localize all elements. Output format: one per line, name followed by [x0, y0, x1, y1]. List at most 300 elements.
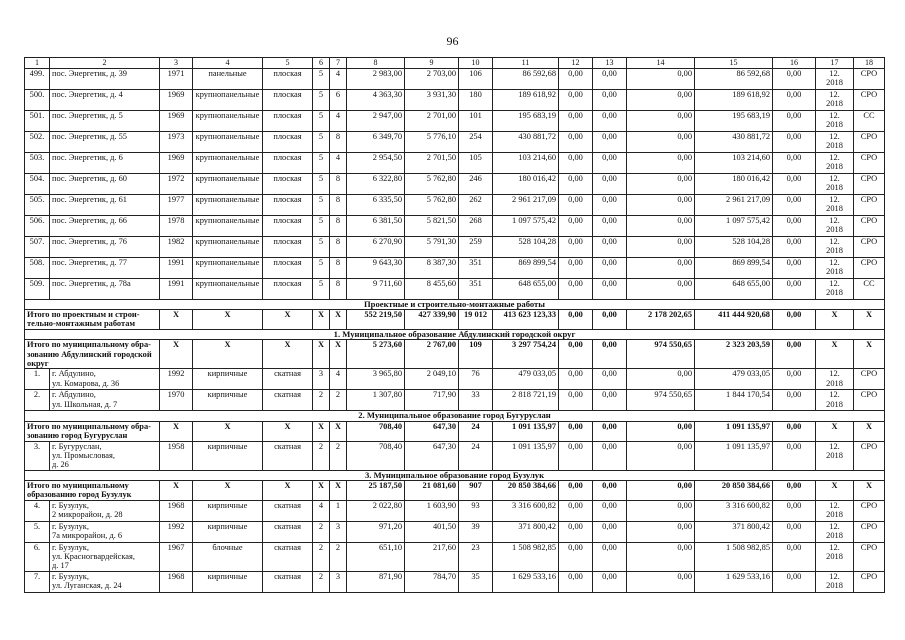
building-address-line: д. 17: [52, 561, 69, 571]
subtotal-c4: X: [193, 340, 263, 369]
fund-c16: 0,00: [773, 521, 816, 542]
residents-count: 105: [459, 153, 493, 174]
local-budget: 0,00: [627, 153, 695, 174]
total-area: 2 947,00: [347, 111, 405, 132]
subtotal-c12: 0,00: [559, 421, 593, 441]
fund-method: СРО: [854, 542, 885, 571]
completion-date: [816, 521, 854, 542]
housing-register-table: [24, 57, 885, 593]
wall-material: панельные: [193, 69, 263, 90]
column-number-4: 4: [193, 58, 263, 69]
subtotal-c16: 0,00: [773, 310, 816, 330]
roof-type: скатная: [263, 571, 313, 592]
fund-c16: 0,00: [773, 258, 816, 279]
total-cost: 1 508 982,85: [493, 542, 559, 571]
local-budget: 0,00: [627, 500, 695, 521]
fund-c13: 0,00: [593, 174, 627, 195]
entrances-count: 4: [330, 369, 347, 390]
living-area: 717,90: [405, 390, 459, 411]
entrances-count: 4: [330, 111, 347, 132]
wall-material: кирпичные: [193, 441, 263, 470]
fund-c12: 0,00: [559, 571, 593, 592]
entrances-count: 6: [330, 90, 347, 111]
floors-count: 2: [313, 390, 330, 411]
subtotal-row: [25, 480, 885, 500]
total-cost: 3 316 600,82: [493, 500, 559, 521]
subtotal-label: [25, 421, 160, 441]
build-year: 1978: [160, 216, 193, 237]
column-number-12: 12: [559, 58, 593, 69]
column-number-9: 9: [405, 58, 459, 69]
floors-count: 5: [313, 69, 330, 90]
subtotal-c5: X: [263, 310, 313, 330]
column-number-header-row: [25, 58, 885, 69]
building-address: [50, 195, 160, 216]
entrances-count: 8: [330, 237, 347, 258]
living-area: 8 455,60: [405, 279, 459, 300]
building-address-line: ул. Промысловая,: [52, 450, 115, 460]
residents-count: 76: [459, 369, 493, 390]
living-area: 784,70: [405, 571, 459, 592]
column-number-6: 6: [313, 58, 330, 69]
row-number: 506.: [25, 216, 50, 237]
owners-funds: 479 033,05: [695, 369, 773, 390]
building-address: [50, 441, 160, 470]
total-cost: 648 655,00: [493, 279, 559, 300]
roof-type: плоская: [263, 216, 313, 237]
subtotal-living-area: 647,30: [405, 421, 459, 441]
subtotal-c6: X: [313, 421, 330, 441]
roof-type: плоская: [263, 195, 313, 216]
subtotal-c17: X: [816, 480, 854, 500]
fund-c13: 0,00: [593, 216, 627, 237]
building-row: [25, 258, 885, 279]
total-area: 651,10: [347, 542, 405, 571]
building-address: [50, 111, 160, 132]
floors-count: 2: [313, 542, 330, 571]
subtotal-label-line: зованию город Бугуруслан: [27, 430, 128, 440]
row-number: 499.: [25, 69, 50, 90]
total-cost: 1 097 575,42: [493, 216, 559, 237]
living-area: 2 703,00: [405, 69, 459, 90]
subtotal-living-area: 427 339,90: [405, 310, 459, 330]
subtotal-label-line: тельно-монтажным работам: [27, 319, 136, 329]
wall-material: кирпичные: [193, 500, 263, 521]
fund-c13: 0,00: [593, 195, 627, 216]
wall-material: кирпичные: [193, 390, 263, 411]
build-year: 1969: [160, 90, 193, 111]
residents-count: 39: [459, 521, 493, 542]
build-year: 1968: [160, 500, 193, 521]
subtotal-c6: X: [313, 310, 330, 330]
completion-date-line: 2018: [826, 78, 843, 88]
residents-count: 254: [459, 132, 493, 153]
build-year: 1970: [160, 390, 193, 411]
residents-count: 101: [459, 111, 493, 132]
building-address-line: ул. Луганская, д. 24: [52, 581, 122, 591]
fund-c13: 0,00: [593, 132, 627, 153]
building-row: [25, 390, 885, 411]
completion-date: [816, 69, 854, 90]
build-year: 1991: [160, 258, 193, 279]
section-heading: 2. Муниципальное образование город Бугуруслан: [25, 411, 885, 421]
building-address-line: ул. Комарова, д. 36: [52, 378, 120, 388]
completion-date-line: 12.: [829, 237, 840, 246]
local-budget: 0,00: [627, 132, 695, 153]
living-area: 1 603,90: [405, 500, 459, 521]
building-address: [50, 216, 160, 237]
fund-c16: 0,00: [773, 153, 816, 174]
building-row: [25, 279, 885, 300]
fund-c12: 0,00: [559, 542, 593, 571]
subtotal-label: [25, 310, 160, 330]
build-year: 1967: [160, 542, 193, 571]
subtotal-c7: X: [330, 421, 347, 441]
building-address-line: пос. Энергетик, д. 60: [52, 174, 127, 183]
completion-date-line: 12.: [829, 69, 840, 78]
total-area: 6 349,70: [347, 132, 405, 153]
residents-count: 262: [459, 195, 493, 216]
completion-date-line: 12.: [829, 500, 840, 510]
entrances-count: 2: [330, 542, 347, 571]
building-address-line: пос. Энергетик, д. 55: [52, 132, 127, 141]
completion-date-line: 2018: [826, 267, 843, 277]
completion-date-line: 2018: [826, 531, 843, 541]
fund-c12: 0,00: [559, 90, 593, 111]
total-area: 708,40: [347, 441, 405, 470]
fund-method: СРО: [854, 90, 885, 111]
fund-c12: 0,00: [559, 237, 593, 258]
subtotal-row: [25, 310, 885, 330]
subtotal-residents: 19 012: [459, 310, 493, 330]
total-area: 6 270,90: [347, 237, 405, 258]
subtotal-c18: X: [854, 480, 885, 500]
subtotal-residents: 109: [459, 340, 493, 369]
local-budget: 0,00: [627, 216, 695, 237]
living-area: 401,50: [405, 521, 459, 542]
fund-c13: 0,00: [593, 90, 627, 111]
subtotal-label: [25, 340, 160, 369]
completion-date-line: 2018: [826, 510, 843, 520]
building-address: [50, 153, 160, 174]
owners-funds: 2 961 217,09: [695, 195, 773, 216]
building-row: [25, 132, 885, 153]
row-number: 500.: [25, 90, 50, 111]
subtotal-c5: X: [263, 480, 313, 500]
floors-count: 5: [313, 174, 330, 195]
subtotal-total-cost: 3 297 754,24: [493, 340, 559, 369]
subtotal-label-line: Итого по муниципальному: [27, 480, 129, 490]
local-budget: 0,00: [627, 542, 695, 571]
roof-type: скатная: [263, 369, 313, 390]
build-year: 1969: [160, 153, 193, 174]
column-number-15: 15: [695, 58, 773, 69]
total-cost: 2 818 721,19: [493, 390, 559, 411]
owners-funds: 528 104,28: [695, 237, 773, 258]
fund-c16: 0,00: [773, 237, 816, 258]
completion-date-line: 12.: [829, 279, 840, 288]
roof-type: плоская: [263, 90, 313, 111]
completion-date-line: 12.: [829, 542, 840, 552]
building-address-line: г. Абдулино,: [52, 369, 96, 379]
total-area: 2 954,50: [347, 153, 405, 174]
owners-funds: 1 091 135,97: [695, 441, 773, 470]
fund-c16: 0,00: [773, 542, 816, 571]
fund-c12: 0,00: [559, 174, 593, 195]
owners-funds: 3 316 600,82: [695, 500, 773, 521]
local-budget: 0,00: [627, 237, 695, 258]
subtotal-c4: X: [193, 480, 263, 500]
row-number: 502.: [25, 132, 50, 153]
entrances-count: 8: [330, 258, 347, 279]
subtotal-c4: X: [193, 421, 263, 441]
fund-c13: 0,00: [593, 153, 627, 174]
entrances-count: 8: [330, 216, 347, 237]
owners-funds: 86 592,68: [695, 69, 773, 90]
building-address: [50, 369, 160, 390]
entrances-count: 1: [330, 500, 347, 521]
fund-c12: 0,00: [559, 69, 593, 90]
fund-c16: 0,00: [773, 390, 816, 411]
subtotal-c7: X: [330, 480, 347, 500]
subtotal-total-area: 25 187,50: [347, 480, 405, 500]
floors-count: 5: [313, 237, 330, 258]
total-area: 971,20: [347, 521, 405, 542]
subtotal-c13: 0,00: [593, 310, 627, 330]
fund-c16: 0,00: [773, 174, 816, 195]
building-address-line: пос. Энергетик, д. 4: [52, 90, 123, 99]
local-budget: 0,00: [627, 174, 695, 195]
completion-date-line: 12.: [829, 216, 840, 225]
wall-material: крупнопанельные: [193, 279, 263, 300]
local-budget: 974 550,65: [627, 390, 695, 411]
building-address-line: пос. Энергетик, д. 78а: [52, 279, 131, 288]
total-cost: 371 800,42: [493, 521, 559, 542]
building-address-line: 7а микрорайон, д. 6: [52, 531, 123, 541]
subtotal-label-line: Итого по муниципальному обра-: [27, 421, 151, 431]
wall-material: крупнопанельные: [193, 258, 263, 279]
building-row: [25, 69, 885, 90]
subtotal-c12: 0,00: [559, 480, 593, 500]
row-number: 7.: [25, 571, 50, 592]
fund-c12: 0,00: [559, 153, 593, 174]
build-year: 1958: [160, 441, 193, 470]
floors-count: 2: [313, 521, 330, 542]
fund-c13: 0,00: [593, 258, 627, 279]
building-address: [50, 237, 160, 258]
subtotal-residents: 907: [459, 480, 493, 500]
section-heading: 1. Муниципальное образование Абдулинский городской округ: [25, 330, 885, 340]
completion-date-line: 12.: [829, 195, 840, 204]
subtotal-c7: X: [330, 310, 347, 330]
subtotal-owners-funds: 2 323 203,59: [695, 340, 773, 369]
fund-c12: 0,00: [559, 521, 593, 542]
completion-date-line: 2018: [826, 288, 843, 298]
wall-material: крупнопанельные: [193, 237, 263, 258]
fund-c16: 0,00: [773, 111, 816, 132]
subtotal-c3: X: [160, 340, 193, 369]
total-area: 2 022,80: [347, 500, 405, 521]
completion-date: [816, 174, 854, 195]
fund-c16: 0,00: [773, 369, 816, 390]
total-area: 9 643,30: [347, 258, 405, 279]
floors-count: 5: [313, 132, 330, 153]
building-address-line: г. Бузулук,: [52, 571, 89, 581]
floors-count: 3: [313, 369, 330, 390]
living-area: 2 701,50: [405, 153, 459, 174]
owners-funds: 430 881,72: [695, 132, 773, 153]
subtotal-label-line: зованию Абдулинский городской: [27, 349, 152, 359]
fund-c12: 0,00: [559, 369, 593, 390]
building-address-line: пос. Энергетик, д. 6: [52, 153, 123, 162]
local-budget: 0,00: [627, 111, 695, 132]
owners-funds: 1 508 982,85: [695, 542, 773, 571]
fund-c12: 0,00: [559, 195, 593, 216]
row-number: 1.: [25, 369, 50, 390]
section-heading-row: [25, 470, 885, 480]
subtotal-total-cost: 20 850 384,66: [493, 480, 559, 500]
local-budget: 0,00: [627, 369, 695, 390]
row-number: 505.: [25, 195, 50, 216]
fund-c13: 0,00: [593, 69, 627, 90]
fund-c13: 0,00: [593, 441, 627, 470]
fund-method: СРО: [854, 69, 885, 90]
section-heading: 3. Муниципальное образование город Бузулук: [25, 470, 885, 480]
fund-c12: 0,00: [559, 279, 593, 300]
building-row: [25, 195, 885, 216]
roof-type: плоская: [263, 174, 313, 195]
building-address-line: 2 микрорайон, д. 28: [52, 510, 123, 520]
fund-method: СРО: [854, 369, 885, 390]
entrances-count: 8: [330, 132, 347, 153]
fund-method: СРО: [854, 258, 885, 279]
column-number-3: 3: [160, 58, 193, 69]
subtotal-label-line: Итого по проектным и строи-: [27, 310, 140, 320]
living-area: 5 791,30: [405, 237, 459, 258]
entrances-count: 8: [330, 195, 347, 216]
total-cost: 430 881,72: [493, 132, 559, 153]
completion-date: [816, 153, 854, 174]
total-cost: 1 091 135,97: [493, 441, 559, 470]
entrances-count: 2: [330, 441, 347, 470]
build-year: 1992: [160, 369, 193, 390]
roof-type: скатная: [263, 542, 313, 571]
build-year: 1972: [160, 174, 193, 195]
subtotal-label-line: округ: [27, 358, 49, 368]
floors-count: 5: [313, 111, 330, 132]
total-area: 871,90: [347, 571, 405, 592]
building-row: [25, 521, 885, 542]
build-year: 1969: [160, 111, 193, 132]
completion-date-line: 2018: [826, 204, 843, 214]
building-address-line: ул. Красногвардейская,: [52, 552, 135, 562]
fund-c16: 0,00: [773, 500, 816, 521]
local-budget: 0,00: [627, 195, 695, 216]
subtotal-owners-funds: 1 091 135,97: [695, 421, 773, 441]
build-year: 1992: [160, 521, 193, 542]
subtotal-living-area: 21 081,60: [405, 480, 459, 500]
fund-c13: 0,00: [593, 571, 627, 592]
completion-date: [816, 195, 854, 216]
wall-material: крупнопанельные: [193, 111, 263, 132]
local-budget: 0,00: [627, 521, 695, 542]
subtotal-living-area: 2 767,00: [405, 340, 459, 369]
column-number-18: 18: [854, 58, 885, 69]
fund-method: СРО: [854, 216, 885, 237]
building-row: [25, 216, 885, 237]
column-number-5: 5: [263, 58, 313, 69]
completion-date: [816, 542, 854, 571]
roof-type: скатная: [263, 441, 313, 470]
row-number: 507.: [25, 237, 50, 258]
subtotal-c6: X: [313, 480, 330, 500]
subtotal-label-line: образованию город Бузулук: [27, 490, 132, 500]
roof-type: плоская: [263, 237, 313, 258]
subtotal-c12: 0,00: [559, 310, 593, 330]
building-address: [50, 90, 160, 111]
building-row: [25, 441, 885, 470]
building-address: [50, 279, 160, 300]
subtotal-total-cost: 413 623 123,33: [493, 310, 559, 330]
column-number-2: 2: [50, 58, 160, 69]
living-area: 647,30: [405, 441, 459, 470]
subtotal-label-line: Итого по муниципальному обра-: [27, 340, 151, 350]
owners-funds: 195 683,19: [695, 111, 773, 132]
subtotal-row: [25, 340, 885, 369]
subtotal-owners-funds: 20 850 384,66: [695, 480, 773, 500]
build-year: 1991: [160, 279, 193, 300]
total-area: 9 711,60: [347, 279, 405, 300]
completion-date-line: 12.: [829, 174, 840, 183]
owners-funds: 189 618,92: [695, 90, 773, 111]
residents-count: 106: [459, 69, 493, 90]
fund-c16: 0,00: [773, 69, 816, 90]
fund-c12: 0,00: [559, 111, 593, 132]
wall-material: кирпичные: [193, 521, 263, 542]
column-number-7: 7: [330, 58, 347, 69]
residents-count: 180: [459, 90, 493, 111]
owners-funds: 648 655,00: [695, 279, 773, 300]
building-address: [50, 258, 160, 279]
building-address-line: г. Абдулино,: [52, 390, 96, 400]
fund-c13: 0,00: [593, 237, 627, 258]
building-row: [25, 90, 885, 111]
fund-c16: 0,00: [773, 195, 816, 216]
fund-c16: 0,00: [773, 279, 816, 300]
roof-type: плоская: [263, 69, 313, 90]
fund-c16: 0,00: [773, 90, 816, 111]
building-address: [50, 390, 160, 411]
completion-date: [816, 237, 854, 258]
completion-date-line: 2018: [826, 378, 843, 388]
subtotal-c17: X: [816, 310, 854, 330]
building-address-line: пос. Энергетик, д. 76: [52, 237, 127, 246]
subtotal-c13: 0,00: [593, 421, 627, 441]
living-area: 3 931,30: [405, 90, 459, 111]
building-address-line: ул. Школьная, д. 7: [52, 399, 118, 409]
total-area: 4 363,30: [347, 90, 405, 111]
row-number: 2.: [25, 390, 50, 411]
subtotal-c5: X: [263, 340, 313, 369]
local-budget: 0,00: [627, 279, 695, 300]
floors-count: 2: [313, 571, 330, 592]
row-number: 504.: [25, 174, 50, 195]
completion-date: [816, 390, 854, 411]
subtotal-local-budget: 974 550,65: [627, 340, 695, 369]
wall-material: крупнопанельные: [193, 90, 263, 111]
entrances-count: 4: [330, 69, 347, 90]
local-budget: 0,00: [627, 258, 695, 279]
